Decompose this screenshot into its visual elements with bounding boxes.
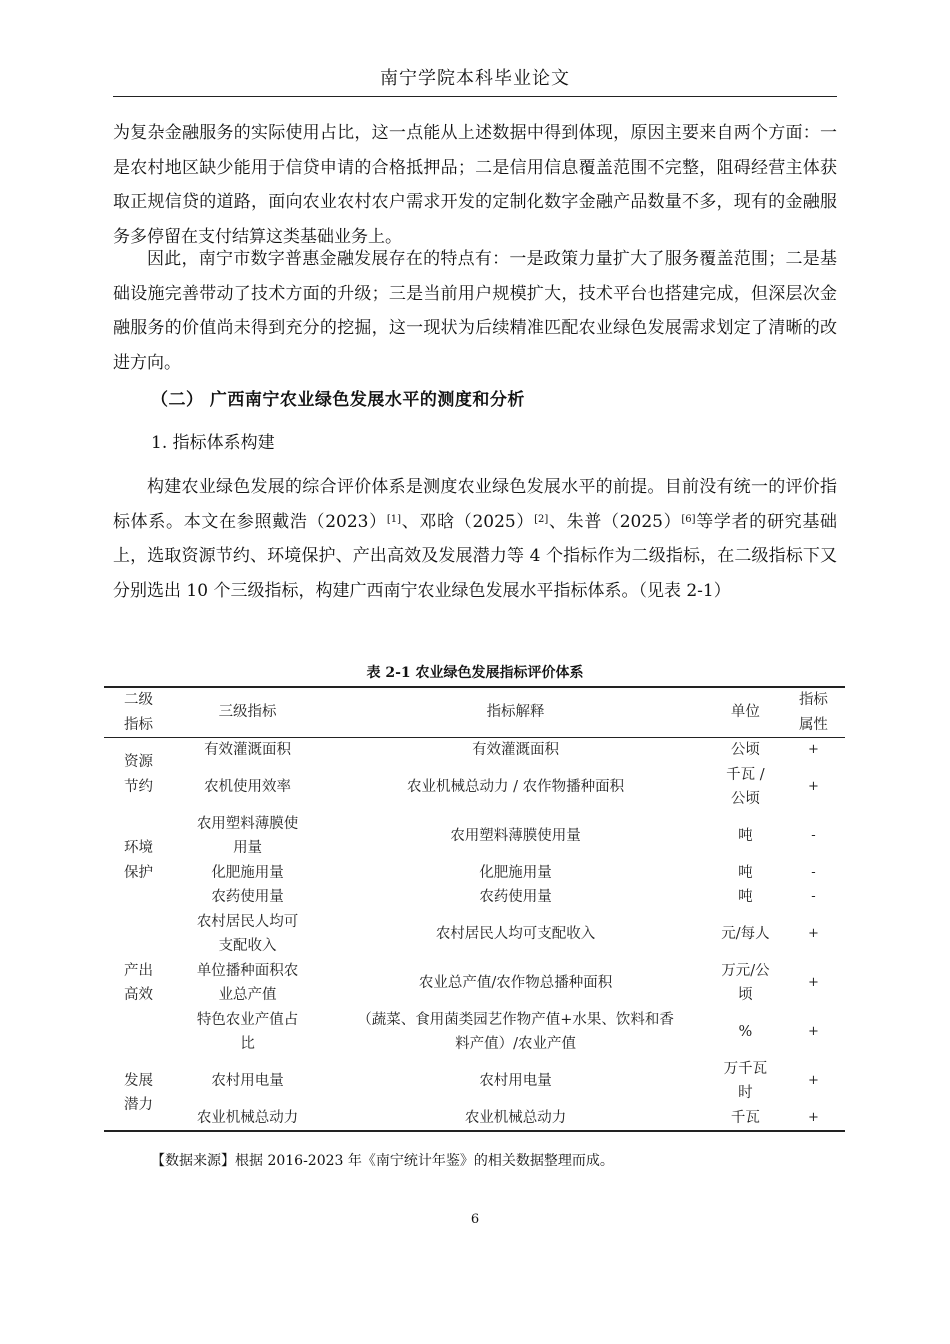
explain-line1: 农村居民人均可支配收入 bbox=[435, 925, 596, 942]
indicator-line1: 特色农业产值占 bbox=[196, 1011, 299, 1028]
group-name-line1: 发展 bbox=[123, 1072, 153, 1089]
header-attr-line1: 指标 bbox=[798, 692, 828, 708]
group-cell bbox=[104, 738, 173, 812]
attr-cell: + bbox=[807, 1023, 819, 1039]
indicator-line1: 化肥施用量 bbox=[211, 864, 284, 881]
indicator-line1: 农业机械总动力 bbox=[196, 1109, 299, 1126]
explain-cell bbox=[322, 1057, 709, 1106]
header-level3: 三级指标 bbox=[218, 704, 277, 721]
explain-cell bbox=[322, 763, 709, 812]
explain-line1: 农药使用量 bbox=[479, 889, 552, 905]
unit-line1: % bbox=[738, 1023, 753, 1040]
attr-cell: - bbox=[811, 827, 816, 843]
indicator-table bbox=[104, 686, 845, 1132]
page-number: 6 bbox=[470, 1212, 480, 1227]
indicator-line1: 农机使用效率 bbox=[204, 778, 292, 795]
indicator-cell bbox=[173, 910, 322, 959]
indicator-line1: 农村居民人均可 bbox=[196, 913, 299, 930]
unit-cell bbox=[709, 1008, 782, 1057]
attr-cell: + bbox=[807, 742, 819, 757]
unit-line1: 吨 bbox=[738, 864, 753, 881]
group-name-line1: 资源 bbox=[123, 754, 153, 771]
paragraph-3 bbox=[113, 470, 837, 608]
unit-cell bbox=[709, 738, 782, 763]
indicator-line1: 有效灌溉面积 bbox=[204, 742, 292, 758]
header-level2 bbox=[104, 687, 173, 738]
attr-cell: + bbox=[807, 1072, 819, 1088]
citation-2: [2] bbox=[534, 513, 549, 525]
unit-cell bbox=[709, 1106, 782, 1132]
explain-cell bbox=[322, 861, 709, 886]
page-header bbox=[113, 62, 837, 97]
table-header-row bbox=[104, 687, 845, 738]
header-attr bbox=[782, 687, 845, 738]
unit-cell bbox=[709, 861, 782, 886]
unit-line2: 顷 bbox=[738, 987, 753, 1003]
paragraph-3-part-c: 、朱普（2025） bbox=[548, 511, 682, 532]
indicator-cell bbox=[173, 763, 322, 812]
attr-cell: + bbox=[807, 925, 819, 941]
indicator-line1: 农药使用量 bbox=[211, 889, 284, 905]
table-row bbox=[104, 885, 845, 910]
indicator-line2: 业总产值 bbox=[218, 987, 277, 1003]
unit-line1: 万元/公 bbox=[721, 962, 770, 979]
explain-line1: （蔬菜、食用菌类园艺作物产值+水果、饮料和香 bbox=[357, 1011, 674, 1028]
table-caption: 表 2-1 农业绿色发展指标评价体系 bbox=[366, 665, 584, 681]
group-name-line2: 潜力 bbox=[123, 1097, 153, 1114]
unit-line2: 公顷 bbox=[730, 791, 760, 807]
unit-cell bbox=[709, 1057, 782, 1106]
table-row bbox=[104, 1106, 845, 1132]
group-name-line1: 环境 bbox=[123, 840, 153, 856]
header-attr-line2: 属性 bbox=[798, 716, 828, 733]
unit-line1: 公顷 bbox=[730, 742, 760, 758]
header-unit: 单位 bbox=[730, 704, 760, 721]
indicator-cell bbox=[173, 959, 322, 1008]
unit-line1: 吨 bbox=[738, 827, 753, 844]
unit-cell bbox=[709, 885, 782, 910]
group-cell bbox=[104, 910, 173, 1057]
table-row bbox=[104, 1008, 845, 1057]
explain-cell bbox=[322, 1106, 709, 1132]
group-name-line1: 产出 bbox=[123, 962, 153, 979]
indicator-cell bbox=[173, 861, 322, 886]
indicator-cell bbox=[173, 1008, 322, 1057]
indicator-cell bbox=[173, 812, 322, 861]
table-row bbox=[104, 910, 845, 959]
header-level2-line1: 二级 bbox=[123, 692, 153, 708]
attr-cell: + bbox=[807, 778, 819, 794]
table-row bbox=[104, 959, 845, 1008]
header-title: 南宁学院本科毕业论文 bbox=[380, 68, 570, 89]
explain-cell bbox=[322, 1008, 709, 1057]
group-name-line2: 高效 bbox=[123, 987, 153, 1003]
indicator-line2: 用量 bbox=[233, 840, 263, 856]
indicator-cell bbox=[173, 1057, 322, 1106]
unit-cell bbox=[709, 959, 782, 1008]
explain-line1: 农村用电量 bbox=[479, 1072, 552, 1089]
unit-line1: 万千瓦 bbox=[723, 1060, 768, 1077]
attr-cell: - bbox=[811, 889, 816, 904]
section-heading: （二） 广西南宁农业绿色发展水平的测度和分析 bbox=[151, 390, 525, 410]
explain-cell bbox=[322, 738, 709, 763]
table-row bbox=[104, 763, 845, 812]
explain-line1: 农业总产值/农作物总播种面积 bbox=[418, 974, 613, 991]
unit-cell bbox=[709, 910, 782, 959]
indicator-cell bbox=[173, 1106, 322, 1132]
indicator-line1: 单位播种面积农 bbox=[196, 962, 299, 979]
citation-1: [1] bbox=[386, 513, 402, 525]
paragraph-2: 因此，南宁市数字普惠金融发展存在的特点有：一是政策力量扩大了服务覆盖范围；二是基础设施完善带动了技术方面的升级；三是当前用户规模扩大，技术平台也搭建完成，但深层次金融服务的价值尚未得到充分的挖掘，这一现状为后续精准匹配农业绿色发展需求划定了清晰的改进方向。 bbox=[113, 249, 837, 373]
indicator-cell bbox=[173, 885, 322, 910]
paragraph-3-part-b: 、邓晗（2025） bbox=[401, 511, 535, 532]
paragraph-3-part-a: 构建农业绿色发展的综合评价体系是测度农业绿色发展水平的前提。目前没有统一的评价指标体系。本文在参照戴浩（2023） bbox=[113, 477, 837, 532]
indicator-line1: 农村用电量 bbox=[211, 1072, 284, 1089]
explain-cell bbox=[322, 885, 709, 910]
indicator-line1: 农用塑料薄膜使 bbox=[196, 815, 299, 832]
unit-cell bbox=[709, 763, 782, 812]
attr-cell: + bbox=[807, 974, 819, 990]
attr-cell: - bbox=[811, 864, 816, 880]
explain-line1: 农用塑料薄膜使用量 bbox=[450, 827, 581, 844]
explain-cell bbox=[322, 812, 709, 861]
indicator-line2: 支配收入 bbox=[218, 938, 277, 954]
table-row bbox=[104, 861, 845, 886]
table-row bbox=[104, 812, 845, 861]
header-explain: 指标解释 bbox=[486, 704, 545, 721]
explain-line2: 料产值）/农业产值 bbox=[455, 1036, 577, 1052]
explain-cell bbox=[322, 959, 709, 1008]
citation-6: [6] bbox=[681, 513, 696, 525]
group-cell bbox=[104, 1057, 173, 1132]
table-row bbox=[104, 1057, 845, 1106]
table-row bbox=[104, 738, 845, 763]
group-name-line2: 保护 bbox=[123, 864, 153, 881]
unit-line2: 时 bbox=[738, 1085, 753, 1101]
unit-line1: 千瓦 bbox=[730, 1109, 760, 1126]
data-source-note: 【数据来源】根据 2016-2023 年《南宁统计年鉴》的相关数据整理而成。 bbox=[151, 1153, 614, 1169]
paragraph-1: 为复杂金融服务的实际使用占比，这一点能从上述数据中得到体现，原因主要来自两个方面：一是农村地区缺少能用于信贷申请的合格抵押品；二是信用信息覆盖范围不完整，阻碍经营主体获取正规信贷的道路，面向农业农村农户需求开发的定制化数字金融产品数量不多，现有的金融服务多停留在支付结算这类基础业务上。 bbox=[113, 123, 837, 247]
unit-line1: 千瓦 / bbox=[726, 766, 765, 783]
explain-line1: 农业机械总动力 bbox=[464, 1109, 567, 1126]
group-name-line2: 节约 bbox=[123, 778, 153, 795]
explain-line1: 有效灌溉面积 bbox=[472, 742, 560, 758]
indicator-line2: 比 bbox=[240, 1036, 255, 1052]
unit-line1: 吨 bbox=[738, 889, 753, 905]
unit-cell bbox=[709, 812, 782, 861]
unit-line1: 元/每人 bbox=[721, 925, 770, 942]
paragraph-3-part-d: 等学者的研究基础上，选取资源节约、环境保护、产出高效及发展潜力等 4 个指标作为二级指标，在二级指标下又分别选出 10 个三级指标，构建广西南宁农业绿色发展水平指标体系。（见表 2-1） bbox=[113, 511, 838, 601]
explain-line1: 农业机械总动力 / 农作物播种面积 bbox=[407, 778, 625, 795]
subsection-heading: 1. 指标体系构建 bbox=[151, 433, 275, 453]
header-level2-line2: 指标 bbox=[123, 716, 153, 733]
group-cell bbox=[104, 812, 173, 910]
attr-cell: + bbox=[807, 1109, 819, 1125]
explain-cell bbox=[322, 910, 709, 959]
indicator-cell bbox=[173, 738, 322, 763]
explain-line1: 化肥施用量 bbox=[479, 864, 552, 881]
